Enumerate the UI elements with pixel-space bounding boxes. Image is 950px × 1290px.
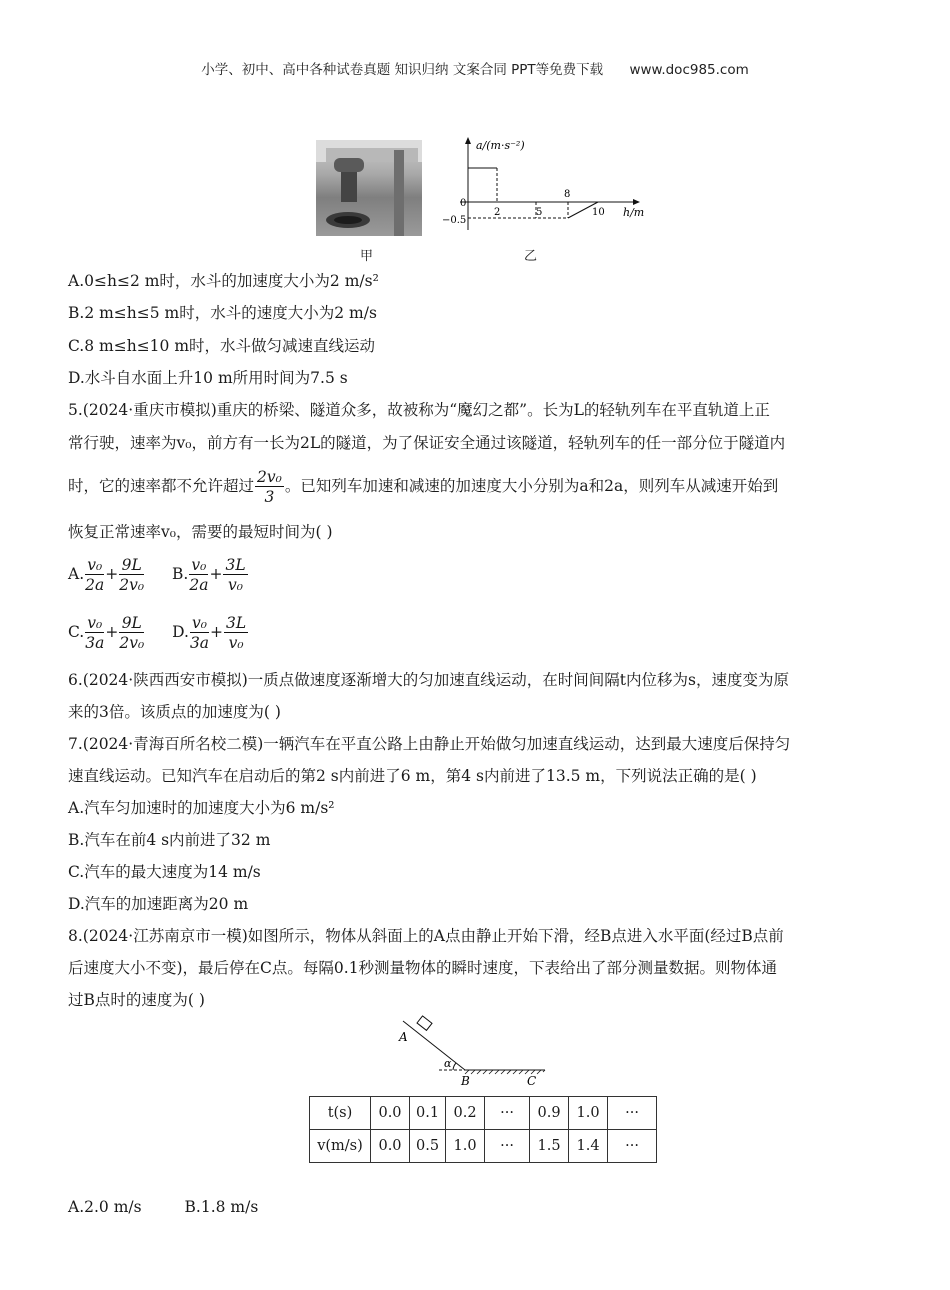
table-cell: v(m/s) <box>310 1130 371 1163</box>
q5-line3 <box>68 466 778 507</box>
frac-num: 2v₀ <box>257 467 282 486</box>
table-cell: 1.0 <box>569 1097 608 1130</box>
math-text: 3L <box>226 613 247 632</box>
table-cell: ··· <box>608 1097 657 1130</box>
q8-line3: 过B点时的速度为( ) <box>68 991 205 1009</box>
page-header <box>0 58 950 78</box>
q6-line1: 6.(2024·陕西西安市模拟)一质点做速度逐渐增大的匀加速直线运动，在时间间隔t内位移为s，速度变为原 <box>68 671 789 689</box>
table-cell: 0.9 <box>530 1097 569 1130</box>
table-cell: 0.2 <box>446 1097 485 1130</box>
q5-option-c: C. $\frac{\text{v₀}}{3a}$ + $\frac{9L}{\text{2v₀}}$ <box>68 613 145 652</box>
math-text: v₀ <box>190 614 209 633</box>
origin-label: 0 <box>460 198 467 209</box>
math-text: 3a <box>85 633 105 652</box>
table-row <box>310 1097 657 1130</box>
q5-options-row1 <box>68 552 249 596</box>
q5-line4: 恢复正常速率v₀，需要的最短时间为( ) <box>68 523 333 541</box>
frac-den: 3 <box>264 487 275 506</box>
math-text: 2a <box>85 575 105 594</box>
angle-arc <box>453 1063 456 1070</box>
math-text: v₀ <box>85 556 104 575</box>
x-axis-arrow <box>633 199 640 205</box>
table-cell: ··· <box>608 1130 657 1163</box>
caption-jia: 甲 <box>360 249 374 264</box>
q4-option-c: C.8 m≤h≤10 m时，水斗做匀减速直线运动 <box>68 337 376 355</box>
neg-label: −0.5 <box>442 215 467 226</box>
q8-options <box>68 1196 258 1218</box>
table-cell: 0.1 <box>410 1097 446 1130</box>
table-row <box>310 1130 657 1163</box>
q7-line1: 7.(2024·青海百所名校二模)一辆汽车在平直公路上由静止开始做匀加速直线运动，达到最大速度后保持匀 <box>68 735 791 753</box>
math-text: A. <box>68 565 85 583</box>
math-text: v₀ <box>228 575 244 594</box>
table-cell: 0.0 <box>371 1130 410 1163</box>
q8-line2: 后速度大小不变)，最后停在C点。每隔0.1秒测量物体的瞬时速度，下表给出了部分测量数据。则物体通 <box>68 959 778 977</box>
q5-options-row2 <box>68 610 249 654</box>
q6-line2: 来的3倍。该质点的加速度为( ) <box>68 703 281 721</box>
table-cell: t(s) <box>310 1097 371 1130</box>
x-axis-label: h/m <box>623 206 645 219</box>
math-text: 2a <box>189 575 209 594</box>
incline-line <box>403 1021 465 1070</box>
q8-option-b: B.1.8 m/s <box>184 1198 259 1216</box>
label-alpha: α <box>444 1057 452 1070</box>
math-text: 9L <box>119 556 144 575</box>
label-c: C <box>527 1074 537 1088</box>
tick-5: 5 <box>536 207 543 218</box>
math-text: v₀ <box>228 633 244 652</box>
q5-fraction <box>255 468 284 507</box>
q4-option-a: A.0≤h≤2 m时，水斗的加速度大小为2 m/s² <box>68 272 379 290</box>
q7-option-b: B.汽车在前4 s内前进了32 m <box>68 831 271 849</box>
label-a: A <box>399 1030 408 1044</box>
math-text: D. <box>172 623 189 641</box>
table-cell: ··· <box>485 1097 530 1130</box>
table-cell: 1.5 <box>530 1130 569 1163</box>
well-photo <box>316 140 422 236</box>
q5-line2: 常行驶，速率为v₀，前方有一长为2L的隧道，为了保证安全通过该隧道，轻轨列车的任一部分位于隧道内 <box>68 434 786 452</box>
measurement-table <box>309 1096 657 1163</box>
table-cell: 1.0 <box>446 1130 485 1163</box>
q4-option-d: D.水斗自水面上升10 m所用时间为7.5 s <box>68 369 348 387</box>
math-text: v₀ <box>189 556 208 575</box>
y-axis-label: a/(m·s⁻²) <box>476 139 525 152</box>
q5-line3a: 时，它的速率都不允许超过 <box>68 477 255 495</box>
math-text: 3L <box>225 555 246 574</box>
q4-option-b: B.2 m≤h≤5 m时，水斗的速度大小为2 m/s <box>68 304 377 322</box>
q5-option-d: D. $\frac{\text{v₀}}{3a}$ + $\frac{3L}{\text{v₀}}$ <box>172 613 247 652</box>
incline-diagram <box>395 1015 555 1089</box>
math-text: 2v₀ <box>119 633 145 652</box>
q8-option-a: A.2.0 m/s <box>68 1198 142 1216</box>
math-text: 2v₀ <box>119 575 145 594</box>
a-h-graph <box>440 135 650 235</box>
header-text: 小学、初中、高中各种试卷真题 知识归纳 文案合同 PPT等免费下载 <box>201 62 604 78</box>
label-b: B <box>461 1074 470 1088</box>
table-cell: 0.0 <box>371 1097 410 1130</box>
q5-line3b: 。已知列车加速和减速的加速度大小分别为a和2a，则列车从减速开始到 <box>284 477 779 495</box>
tick-8: 8 <box>564 189 571 200</box>
q5-line1: 5.(2024·重庆市模拟)重庆的桥梁、隧道众多，故被称为“魔幻之都”。长为L的轻轨列车在平直轨道上正 <box>68 401 770 419</box>
q5-option-b: B. $\frac{\text{v₀}}{2a}$ + $\frac{3L}{\text{v₀}}$ <box>172 555 246 594</box>
q7-option-c: C.汽车的最大速度为14 m/s <box>68 863 261 881</box>
math-text: B. <box>172 565 189 583</box>
table-cell: ··· <box>485 1130 530 1163</box>
tick-2: 2 <box>494 207 501 218</box>
q7-line2: 速直线运动。已知汽车在启动后的第2 s内前进了6 m，第4 s内前进了13.5 m，下列说法正确的是( ) <box>68 767 757 785</box>
math-text: 3a <box>189 633 210 652</box>
q7-option-d: D.汽车的加速距离为20 m <box>68 895 249 913</box>
table-cell: 1.4 <box>569 1130 608 1163</box>
tick-10: 10 <box>592 207 605 218</box>
math-text: C. <box>68 623 85 641</box>
math-text: 9L <box>119 614 144 633</box>
header-url[interactable]: www.doc985.com <box>629 62 749 78</box>
well-photo-drawing <box>316 140 422 236</box>
table-cell: 0.5 <box>410 1130 446 1163</box>
math-text: v₀ <box>85 614 104 633</box>
caption-yi: 乙 <box>524 249 538 264</box>
q7-option-a: A.汽车匀加速时的加速度大小为6 m/s² <box>68 799 335 817</box>
q5-option-a: A. $\frac{\text{v₀}}{2a}$ + $\frac{9L}{\text{2v₀}}$ <box>68 555 145 594</box>
block <box>417 1016 432 1030</box>
q8-line1: 8.(2024·江苏南京市一模)如图所示，物体从斜面上的A点由静止开始下滑，经B点进入水平面(经过B点前 <box>68 927 784 945</box>
y-axis-arrow <box>465 137 471 144</box>
